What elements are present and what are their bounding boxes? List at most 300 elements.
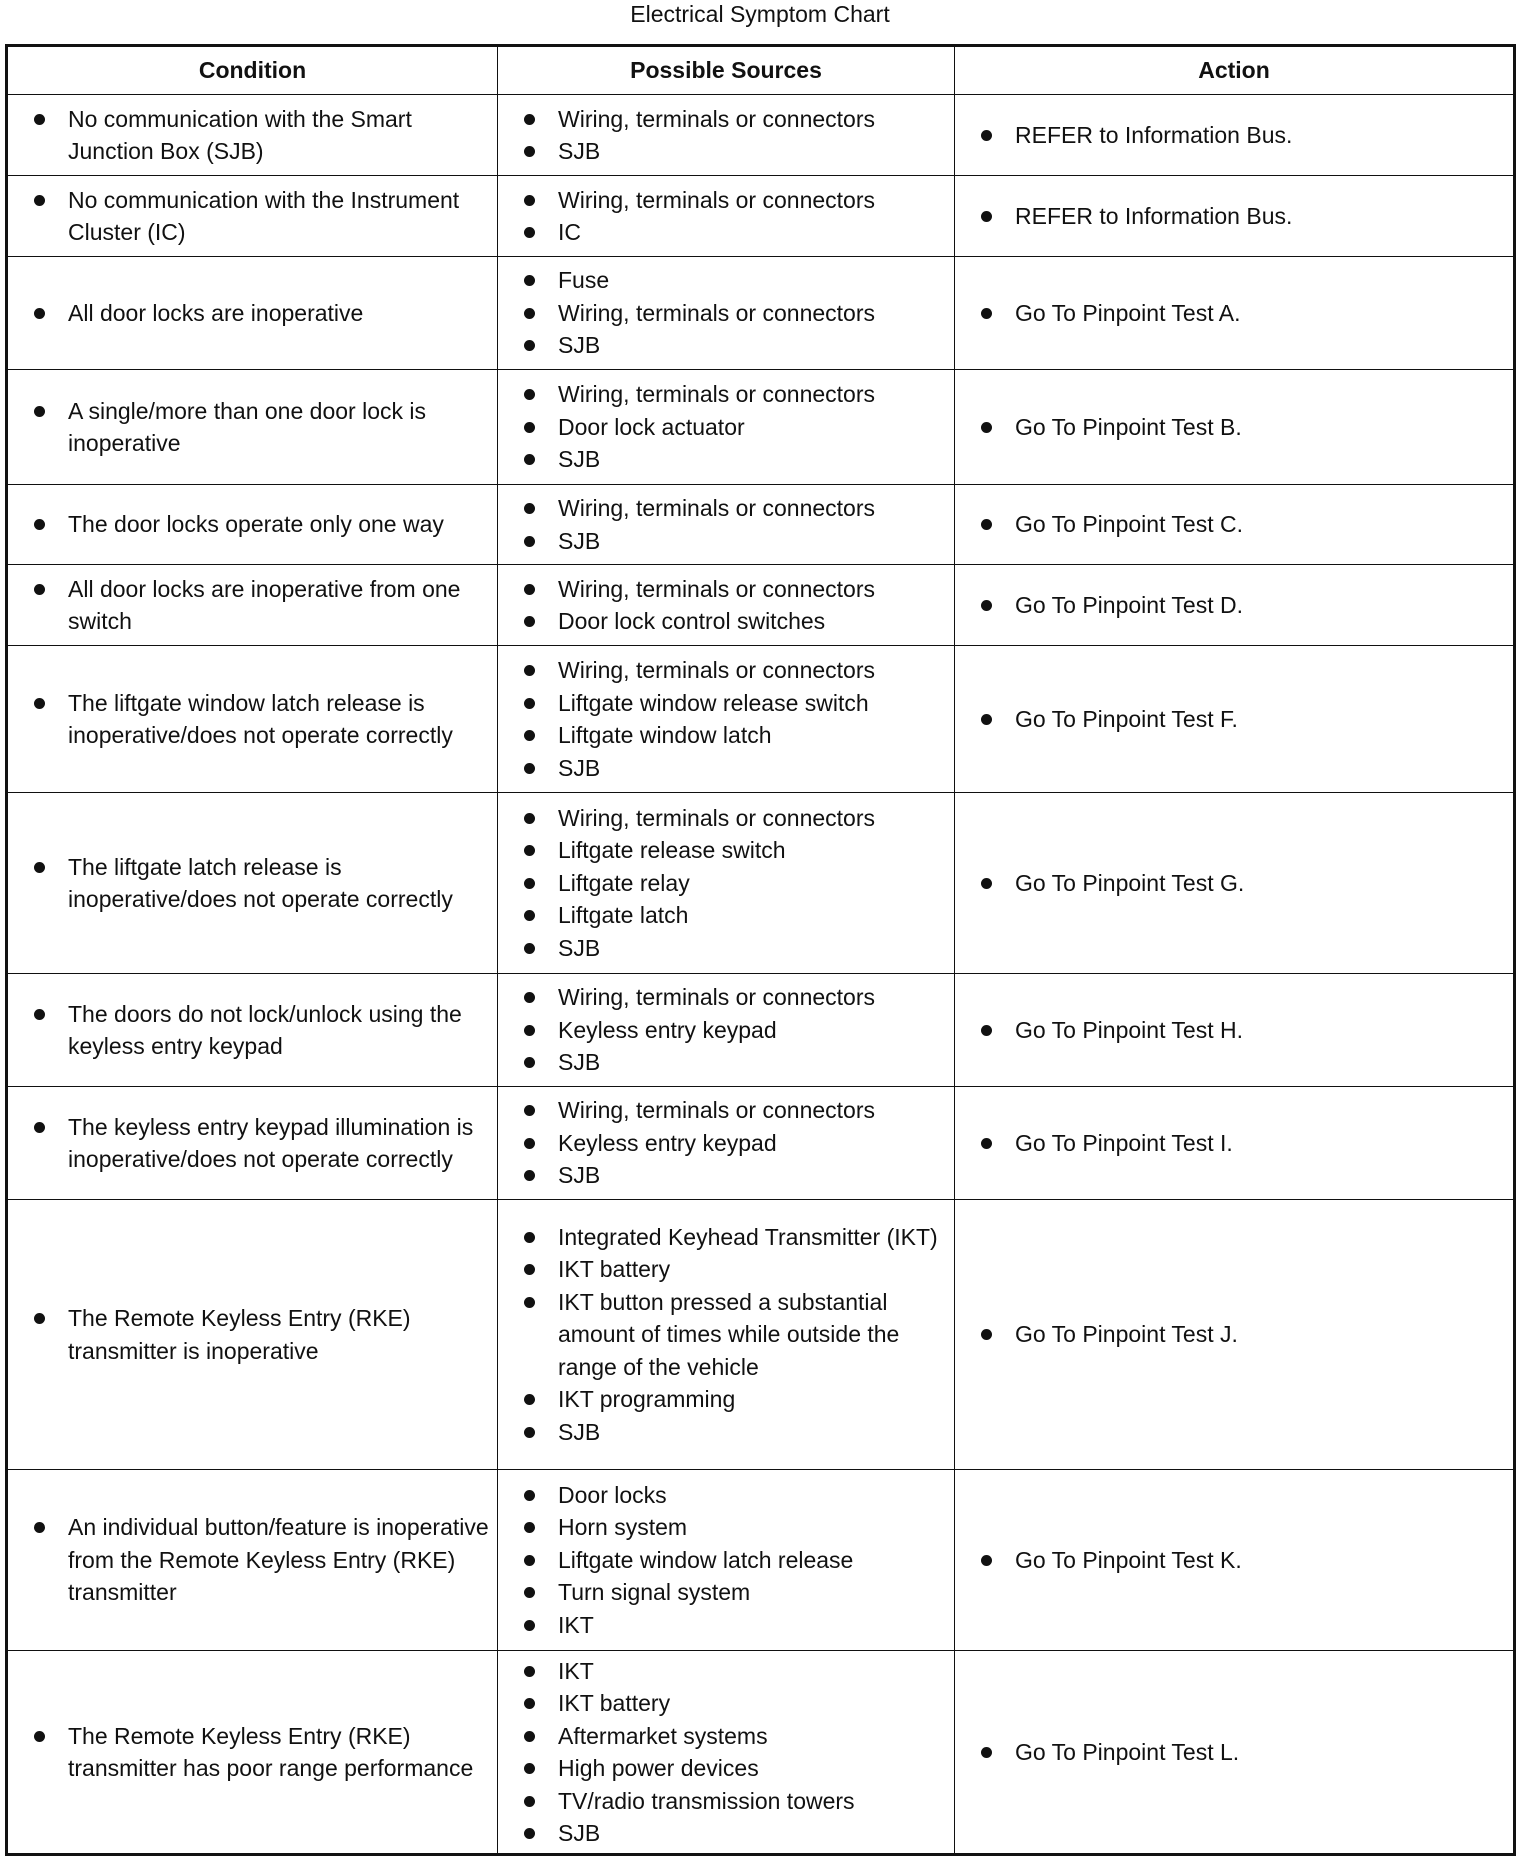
source-text: Integrated Keyhead Transmitter (IKT) bbox=[558, 1223, 938, 1250]
action-cell bbox=[955, 485, 1515, 565]
action-cell bbox=[955, 974, 1515, 1087]
bullet-icon bbox=[524, 308, 535, 319]
list-item bbox=[524, 1609, 946, 1642]
action-list bbox=[955, 200, 1513, 233]
bullet-icon bbox=[524, 1394, 535, 1405]
bullet-icon bbox=[34, 519, 45, 530]
source-text: Liftgate window latch release bbox=[558, 1546, 854, 1573]
source-list bbox=[498, 184, 954, 249]
list-item bbox=[981, 1318, 1505, 1351]
symptom-table bbox=[5, 44, 1516, 1856]
action-cell bbox=[955, 646, 1515, 793]
list-item bbox=[524, 1720, 946, 1753]
bullet-icon bbox=[981, 1555, 992, 1566]
list-item bbox=[34, 297, 489, 330]
condition-text: All door locks are inoperative bbox=[68, 299, 364, 326]
bullet-icon bbox=[524, 1828, 535, 1839]
bullet-icon bbox=[524, 943, 535, 954]
condition-text: All door locks are inoperative from one switch bbox=[68, 575, 461, 634]
action-list bbox=[955, 119, 1513, 152]
condition-text: An individual button/feature is inoperative from the Remote Keyless Entry (RKE) transmitter bbox=[68, 1514, 489, 1606]
list-item bbox=[34, 184, 489, 249]
bullet-icon bbox=[981, 211, 992, 222]
bullet-icon bbox=[34, 406, 45, 417]
list-item bbox=[981, 200, 1505, 233]
table-row bbox=[7, 793, 1515, 974]
list-item bbox=[524, 1752, 946, 1785]
bullet-icon bbox=[981, 878, 992, 889]
source-text: Fuse bbox=[558, 267, 610, 294]
list-item bbox=[524, 1383, 946, 1416]
bullet-icon bbox=[524, 1138, 535, 1149]
condition-text: No communication with the Instrument Cluster (IC) bbox=[68, 186, 460, 245]
action-list bbox=[955, 1736, 1513, 1769]
condition-cell bbox=[7, 565, 498, 646]
bullet-icon bbox=[524, 1427, 535, 1438]
bullet-icon bbox=[524, 1490, 535, 1501]
bullet-icon bbox=[524, 665, 535, 676]
bullet-icon bbox=[981, 1025, 992, 1036]
list-item bbox=[524, 932, 946, 965]
source-text: SJB bbox=[558, 1418, 601, 1445]
action-list bbox=[955, 1318, 1513, 1351]
source-list bbox=[498, 1094, 954, 1192]
sources-cell bbox=[498, 793, 955, 974]
bullet-icon bbox=[524, 1522, 535, 1533]
list-item bbox=[524, 687, 946, 720]
source-text: Wiring, terminals or connectors bbox=[558, 381, 875, 408]
condition-text: The Remote Keyless Entry (RKE) transmitter has poor range performance bbox=[68, 1722, 474, 1781]
list-item bbox=[524, 1253, 946, 1286]
sources-cell bbox=[498, 257, 955, 370]
source-text: Keyless entry keypad bbox=[558, 1016, 777, 1043]
source-text: Wiring, terminals or connectors bbox=[558, 804, 875, 831]
action-list bbox=[955, 508, 1513, 541]
bullet-icon bbox=[34, 1122, 45, 1133]
condition-list bbox=[8, 508, 497, 541]
list-item bbox=[34, 1720, 489, 1785]
action-text: Go To Pinpoint Test L. bbox=[1015, 1738, 1240, 1765]
table-row bbox=[7, 176, 1515, 257]
list-item bbox=[524, 1286, 946, 1384]
condition-list bbox=[8, 1111, 497, 1176]
source-text: IKT bbox=[558, 1657, 594, 1684]
source-text: Wiring, terminals or connectors bbox=[558, 984, 875, 1011]
table-row bbox=[7, 565, 1515, 646]
sources-cell bbox=[498, 974, 955, 1087]
list-item bbox=[524, 411, 946, 444]
list-item bbox=[981, 1014, 1505, 1047]
list-item bbox=[524, 216, 946, 249]
condition-text: The Remote Keyless Entry (RKE) transmitter is inoperative bbox=[68, 1305, 411, 1364]
bullet-icon bbox=[524, 389, 535, 400]
condition-list bbox=[8, 687, 497, 752]
bullet-icon bbox=[524, 1587, 535, 1598]
list-item bbox=[524, 1655, 946, 1688]
source-list bbox=[498, 264, 954, 362]
list-item bbox=[524, 1687, 946, 1720]
bullet-icon bbox=[524, 1555, 535, 1566]
condition-cell bbox=[7, 1087, 498, 1200]
action-text: Go To Pinpoint Test K. bbox=[1015, 1546, 1242, 1573]
list-item bbox=[981, 1736, 1505, 1769]
bullet-icon bbox=[524, 1666, 535, 1677]
list-item bbox=[524, 752, 946, 785]
list-item bbox=[524, 135, 946, 168]
list-item bbox=[524, 1159, 946, 1192]
list-item bbox=[524, 1479, 946, 1512]
condition-list bbox=[8, 998, 497, 1063]
condition-text: The liftgate window latch release is inoperative/does not operate correctly bbox=[68, 689, 453, 748]
list-item bbox=[524, 654, 946, 687]
list-item bbox=[524, 1094, 946, 1127]
list-item bbox=[34, 1111, 489, 1176]
source-text: Wiring, terminals or connectors bbox=[558, 299, 875, 326]
sources-cell bbox=[498, 370, 955, 485]
condition-list bbox=[8, 1720, 497, 1785]
list-item bbox=[524, 1221, 946, 1254]
condition-cell bbox=[7, 257, 498, 370]
source-text: SJB bbox=[558, 446, 601, 473]
bullet-icon bbox=[981, 308, 992, 319]
table-row bbox=[7, 257, 1515, 370]
source-text: IKT programming bbox=[558, 1386, 736, 1413]
header-condition: Condition bbox=[7, 46, 498, 95]
condition-list bbox=[8, 103, 497, 168]
table-row bbox=[7, 1651, 1515, 1855]
bullet-icon bbox=[524, 584, 535, 595]
list-item bbox=[981, 1127, 1505, 1160]
list-item bbox=[981, 589, 1505, 622]
bullet-icon bbox=[981, 1138, 992, 1149]
condition-cell bbox=[7, 176, 498, 257]
bullet-icon bbox=[524, 1698, 535, 1709]
list-item bbox=[524, 103, 946, 136]
source-text: Wiring, terminals or connectors bbox=[558, 495, 875, 521]
sources-cell bbox=[498, 1200, 955, 1470]
source-list bbox=[498, 654, 954, 784]
action-cell bbox=[955, 1651, 1515, 1855]
source-text: Keyless entry keypad bbox=[558, 1129, 777, 1156]
source-text: Wiring, terminals or connectors bbox=[558, 575, 875, 602]
bullet-icon bbox=[34, 862, 45, 873]
source-text: Wiring, terminals or connectors bbox=[558, 105, 875, 132]
bullet-icon bbox=[524, 763, 535, 774]
condition-list bbox=[8, 1302, 497, 1367]
condition-list bbox=[8, 1511, 497, 1609]
list-item bbox=[981, 119, 1505, 152]
bullet-icon bbox=[524, 1796, 535, 1807]
list-item bbox=[524, 899, 946, 932]
action-cell bbox=[955, 1200, 1515, 1470]
bullet-icon bbox=[524, 1620, 535, 1631]
action-list bbox=[955, 297, 1513, 330]
list-item bbox=[981, 297, 1505, 330]
bullet-icon bbox=[981, 1329, 992, 1340]
bullet-icon bbox=[524, 536, 535, 547]
list-item bbox=[524, 1576, 946, 1609]
action-list bbox=[955, 703, 1513, 736]
list-item bbox=[981, 867, 1505, 900]
bullet-icon bbox=[524, 1057, 535, 1068]
action-cell bbox=[955, 1470, 1515, 1651]
source-list bbox=[498, 981, 954, 1079]
condition-cell bbox=[7, 1200, 498, 1470]
source-text: IC bbox=[558, 219, 581, 245]
list-item bbox=[524, 1544, 946, 1577]
bullet-icon bbox=[34, 584, 45, 595]
sources-cell bbox=[498, 646, 955, 793]
condition-cell bbox=[7, 1470, 498, 1651]
sources-cell bbox=[498, 176, 955, 257]
bullet-icon bbox=[524, 698, 535, 709]
condition-list bbox=[8, 297, 497, 330]
bullet-icon bbox=[34, 1009, 45, 1020]
action-text: Go To Pinpoint Test J. bbox=[1015, 1321, 1238, 1348]
list-item bbox=[524, 802, 946, 835]
condition-text: No communication with the Smart Junction Box (SJB) bbox=[68, 105, 412, 164]
action-text: Go To Pinpoint Test D. bbox=[1015, 591, 1244, 618]
bullet-icon bbox=[524, 1297, 535, 1308]
source-text: Door lock actuator bbox=[558, 413, 745, 440]
bullet-icon bbox=[981, 1747, 992, 1758]
table-row bbox=[7, 646, 1515, 793]
action-list bbox=[955, 867, 1513, 900]
list-item bbox=[981, 411, 1505, 444]
list-item bbox=[524, 719, 946, 752]
bullet-icon bbox=[34, 1522, 45, 1533]
bullet-icon bbox=[524, 1763, 535, 1774]
source-text: Wiring, terminals or connectors bbox=[558, 186, 875, 213]
list-item bbox=[524, 329, 946, 362]
action-cell bbox=[955, 370, 1515, 485]
bullet-icon bbox=[524, 422, 535, 433]
bullet-icon bbox=[981, 519, 992, 530]
condition-cell bbox=[7, 646, 498, 793]
bullet-icon bbox=[524, 845, 535, 856]
bullet-icon bbox=[524, 275, 535, 286]
list-item bbox=[34, 1511, 489, 1609]
action-list bbox=[955, 1127, 1513, 1160]
list-item bbox=[524, 867, 946, 900]
bullet-icon bbox=[524, 503, 535, 514]
list-item bbox=[34, 687, 489, 752]
list-item bbox=[524, 1785, 946, 1818]
table-row bbox=[7, 974, 1515, 1087]
source-text: Liftgate window latch bbox=[558, 722, 772, 748]
action-list bbox=[955, 1014, 1513, 1047]
bullet-icon bbox=[34, 114, 45, 125]
source-text: SJB bbox=[558, 1049, 601, 1076]
table-row bbox=[7, 1470, 1515, 1651]
bullet-icon bbox=[524, 910, 535, 921]
header-possible-sources: Possible Sources bbox=[498, 46, 955, 95]
bullet-icon bbox=[524, 114, 535, 125]
condition-text: The keyless entry keypad illumination is inoperative/does not operate correctly bbox=[68, 1113, 474, 1172]
bullet-icon bbox=[524, 992, 535, 1003]
source-text: Aftermarket systems bbox=[558, 1722, 768, 1749]
condition-text: The door locks operate only one way bbox=[68, 511, 444, 538]
condition-list bbox=[8, 851, 497, 916]
table-row bbox=[7, 1200, 1515, 1470]
source-list bbox=[498, 573, 954, 638]
source-list bbox=[498, 1479, 954, 1642]
sources-cell bbox=[498, 1087, 955, 1200]
action-text: Go To Pinpoint Test A. bbox=[1015, 299, 1241, 326]
source-text: IKT battery bbox=[558, 1690, 671, 1716]
list-item bbox=[524, 1511, 946, 1544]
action-text: Go To Pinpoint Test B. bbox=[1015, 413, 1242, 440]
bullet-icon bbox=[524, 454, 535, 465]
table-row bbox=[7, 1087, 1515, 1200]
source-text: Door locks bbox=[558, 1481, 667, 1508]
source-text: SJB bbox=[558, 332, 601, 359]
bullet-icon bbox=[981, 130, 992, 141]
bullet-icon bbox=[524, 1264, 535, 1275]
bullet-icon bbox=[524, 730, 535, 741]
condition-list bbox=[8, 184, 497, 249]
bullet-icon bbox=[981, 714, 992, 725]
source-list bbox=[498, 1655, 954, 1850]
list-item bbox=[981, 703, 1505, 736]
list-item bbox=[524, 297, 946, 330]
action-cell bbox=[955, 1087, 1515, 1200]
table-row bbox=[7, 95, 1515, 176]
list-item bbox=[34, 851, 489, 916]
source-text: Wiring, terminals or connectors bbox=[558, 657, 875, 683]
bullet-icon bbox=[34, 195, 45, 206]
bullet-icon bbox=[524, 146, 535, 157]
source-list bbox=[498, 492, 954, 557]
list-item bbox=[524, 1046, 946, 1079]
list-item bbox=[981, 1544, 1505, 1577]
action-text: Go To Pinpoint Test F. bbox=[1015, 705, 1238, 732]
source-text: TV/radio transmission towers bbox=[558, 1787, 855, 1814]
sources-cell bbox=[498, 1651, 955, 1855]
list-item bbox=[524, 492, 946, 525]
source-text: IKT bbox=[558, 1611, 594, 1638]
action-text: Go To Pinpoint Test H. bbox=[1015, 1016, 1244, 1043]
bullet-icon bbox=[524, 195, 535, 206]
action-text: REFER to Information Bus. bbox=[1015, 121, 1293, 148]
list-item bbox=[524, 1416, 946, 1449]
action-text: Go To Pinpoint Test G. bbox=[1015, 869, 1245, 896]
source-text: SJB bbox=[558, 1162, 601, 1189]
source-text: SJB bbox=[558, 1820, 601, 1846]
source-text: SJB bbox=[558, 138, 601, 164]
condition-cell bbox=[7, 793, 498, 974]
bullet-icon bbox=[524, 878, 535, 889]
source-text: Door lock control switches bbox=[558, 608, 826, 634]
source-text: SJB bbox=[558, 754, 601, 781]
source-text: IKT battery bbox=[558, 1256, 671, 1283]
source-text: SJB bbox=[558, 527, 601, 554]
action-list bbox=[955, 589, 1513, 622]
list-item bbox=[524, 184, 946, 217]
list-item bbox=[524, 443, 946, 476]
list-item bbox=[524, 525, 946, 558]
condition-text: The liftgate latch release is inoperative/does not operate correctly bbox=[68, 853, 453, 912]
table-row bbox=[7, 485, 1515, 565]
source-text: Wiring, terminals or connectors bbox=[558, 1097, 875, 1124]
bullet-icon bbox=[524, 813, 535, 824]
source-text: Turn signal system bbox=[558, 1579, 751, 1606]
action-cell bbox=[955, 565, 1515, 646]
source-text: High power devices bbox=[558, 1755, 759, 1781]
bullet-icon bbox=[34, 308, 45, 319]
action-list bbox=[955, 1544, 1513, 1577]
bullet-icon bbox=[524, 616, 535, 627]
sources-cell bbox=[498, 95, 955, 176]
condition-cell bbox=[7, 95, 498, 176]
condition-cell bbox=[7, 485, 498, 565]
action-cell bbox=[955, 95, 1515, 176]
list-item bbox=[524, 605, 946, 638]
source-list bbox=[498, 802, 954, 965]
table-row bbox=[7, 370, 1515, 485]
list-item bbox=[524, 981, 946, 1014]
bullet-icon bbox=[524, 227, 535, 238]
action-text: REFER to Information Bus. bbox=[1015, 202, 1293, 229]
bullet-icon bbox=[524, 1170, 535, 1181]
list-item bbox=[524, 834, 946, 867]
action-list bbox=[955, 411, 1513, 444]
condition-cell bbox=[7, 974, 498, 1087]
bullet-icon bbox=[981, 600, 992, 611]
sources-cell bbox=[498, 485, 955, 565]
list-item bbox=[524, 378, 946, 411]
header-action: Action bbox=[955, 46, 1515, 95]
list-item bbox=[981, 508, 1505, 541]
bullet-icon bbox=[34, 698, 45, 709]
chart-title: Electrical Symptom Chart bbox=[630, 1, 890, 27]
list-item bbox=[34, 1302, 489, 1367]
source-text: Liftgate relay bbox=[558, 869, 690, 896]
bullet-icon bbox=[524, 1232, 535, 1243]
condition-list bbox=[8, 395, 497, 460]
condition-cell bbox=[7, 370, 498, 485]
source-list bbox=[498, 103, 954, 168]
action-cell bbox=[955, 257, 1515, 370]
list-item bbox=[524, 1817, 946, 1850]
source-list bbox=[498, 378, 954, 476]
action-cell bbox=[955, 793, 1515, 974]
condition-text: The doors do not lock/unlock using the keyless entry keypad bbox=[68, 1000, 462, 1059]
action-text: Go To Pinpoint Test I. bbox=[1015, 1129, 1233, 1156]
list-item bbox=[34, 103, 489, 168]
header-row bbox=[7, 46, 1515, 95]
condition-text: A single/more than one door lock is inoperative bbox=[68, 397, 426, 456]
source-text: Liftgate window release switch bbox=[558, 689, 869, 716]
source-text: IKT button pressed a substantial amount of times while outside the range of the vehicle bbox=[558, 1288, 900, 1380]
bullet-icon bbox=[524, 1105, 535, 1116]
action-text: Go To Pinpoint Test C. bbox=[1015, 511, 1244, 538]
bullet-icon bbox=[524, 1731, 535, 1742]
list-item bbox=[34, 573, 489, 638]
condition-list bbox=[8, 573, 497, 638]
list-item bbox=[34, 395, 489, 460]
source-text: Liftgate latch bbox=[558, 902, 689, 929]
list-item bbox=[524, 1014, 946, 1047]
bullet-icon bbox=[34, 1313, 45, 1324]
source-list bbox=[498, 1221, 954, 1449]
sources-cell bbox=[498, 565, 955, 646]
list-item bbox=[524, 264, 946, 297]
list-item bbox=[524, 573, 946, 606]
bullet-icon bbox=[34, 1731, 45, 1742]
list-item bbox=[34, 508, 489, 541]
bullet-icon bbox=[524, 340, 535, 351]
